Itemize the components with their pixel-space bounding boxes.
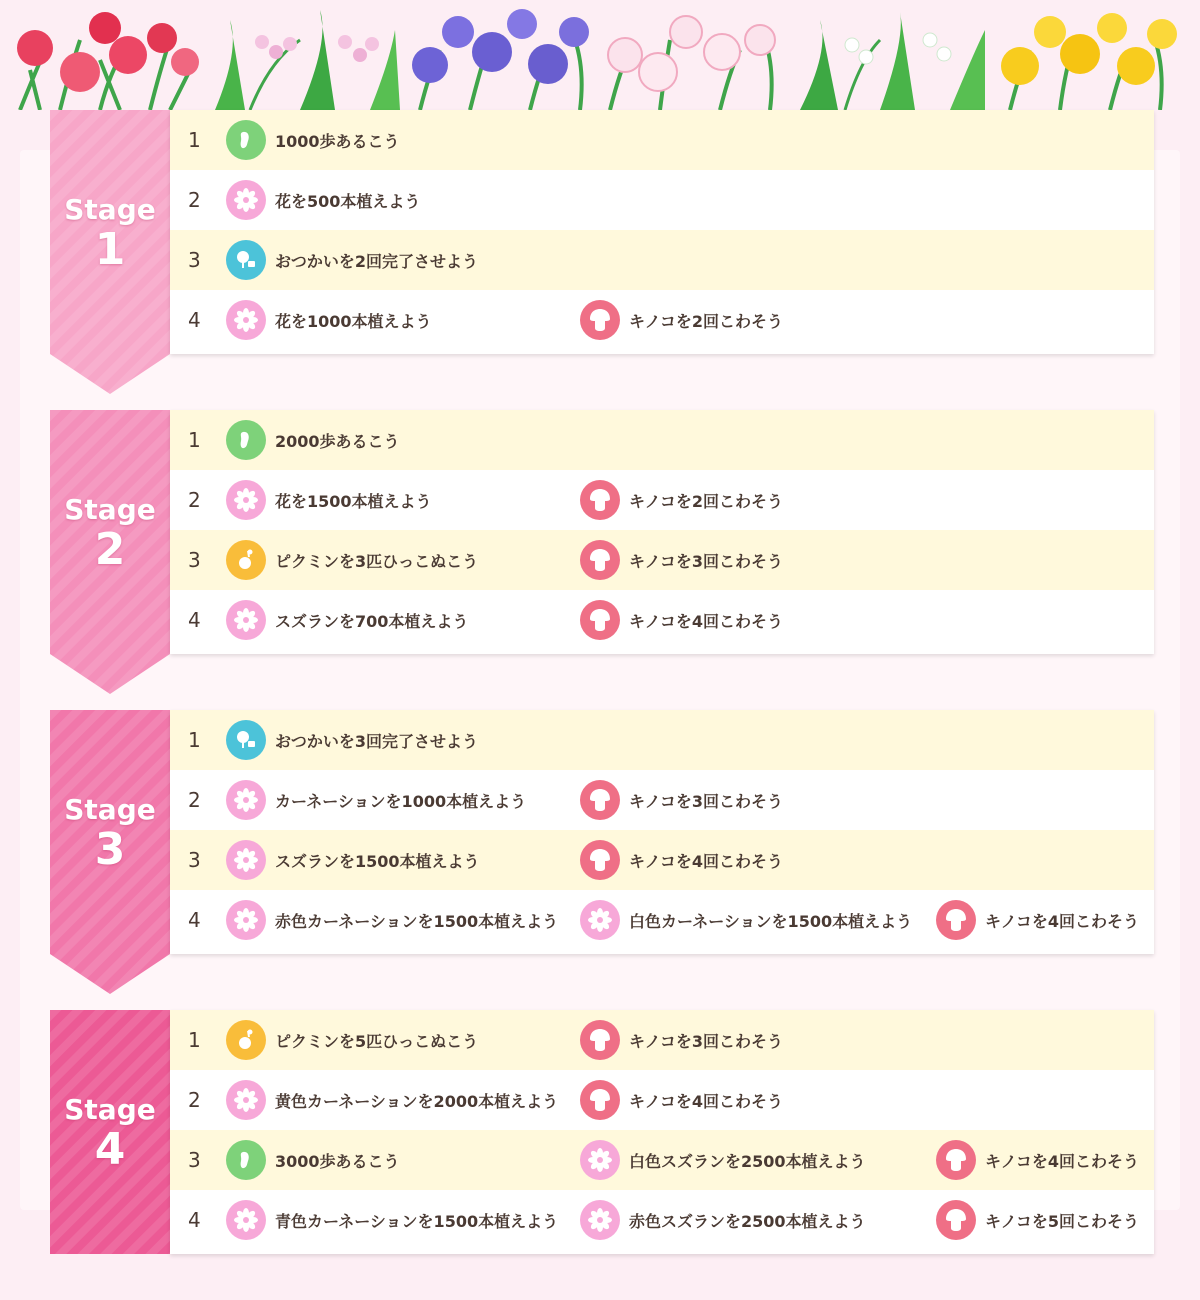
mission-text: 花を1000本植えよう [275,311,432,331]
mission-text: キノコを3回こわそう [629,1031,784,1051]
mission-text: キノコを4回こわそう [629,611,784,631]
stage-label: Stage [64,493,156,526]
stage-banner-text [50,194,170,274]
mission-text: 赤色スズランを2500本植えよう [629,1211,866,1231]
mushroom-icon [936,900,976,940]
mission-item [226,420,400,460]
flower-icon [580,1140,620,1180]
mission-item [226,240,478,280]
mission-item [226,120,400,160]
mission-item [936,900,1139,940]
mission-text: 白色カーネーションを1500本植えよう [629,911,913,931]
yellow-carnation-cluster [1001,13,1177,110]
steps-icon [226,1140,266,1180]
flower-icon [226,480,266,520]
steps-icon [226,120,266,160]
flower-icon [226,900,266,940]
mushroom-icon [580,1020,620,1060]
pikmin-icon [226,1020,266,1060]
stage-section [50,410,1154,654]
mission-item [580,540,783,580]
mission-text: スズランを700本植えよう [275,611,469,631]
row-number: 2 [188,188,201,212]
mission-row [170,530,1154,590]
red-carnation-cluster [17,12,199,110]
mission-text: カーネーションを1000本植えよう [275,791,527,811]
row-number: 2 [188,788,201,812]
errand-icon [226,720,266,760]
row-number: 4 [188,1208,201,1232]
mission-item [580,900,912,940]
row-number: 4 [188,908,201,932]
mushroom-icon [936,1200,976,1240]
mission-text: キノコを3回こわそう [629,551,784,571]
mission-item [580,840,783,880]
stage-number: 3 [94,824,126,875]
mission-text: ピクミンを5匹ひっこぬこう [275,1031,479,1051]
stage-banner [50,710,170,954]
stage-number: 1 [94,224,126,275]
mushroom-icon [580,480,620,520]
row-number: 3 [188,848,201,872]
white-carnation-cluster [608,16,775,110]
row-number: 1 [188,128,201,152]
mission-row [170,1190,1154,1250]
mission-text: 黄色カーネーションを2000本植えよう [275,1091,559,1111]
stage-section [50,710,1154,954]
mission-row [170,770,1154,830]
white-lily-cluster [800,12,985,110]
mission-item [580,480,783,520]
stage-banner [50,1010,170,1254]
mission-row [170,290,1154,350]
stage-banner [50,410,170,654]
stage-section [50,110,1154,354]
mission-row [170,1130,1154,1190]
flower-icon [226,180,266,220]
flower-icon [226,1200,266,1240]
mission-item [580,1200,866,1240]
mission-item [580,1140,866,1180]
mission-item [226,840,480,880]
row-number: 2 [188,1088,201,1112]
mission-item [580,780,783,820]
mission-row [170,1010,1154,1070]
mushroom-icon [580,300,620,340]
stage-label: Stage [64,793,156,826]
mission-table [170,1010,1154,1254]
pink-lily-cluster [215,10,400,110]
mission-row [170,830,1154,890]
mission-table [170,110,1154,354]
mission-row [170,170,1154,230]
mission-item [580,300,783,340]
row-number: 1 [188,728,201,752]
mission-row [170,1070,1154,1130]
flower-icon [580,900,620,940]
flower-icon [580,1200,620,1240]
mushroom-icon [580,780,620,820]
mushroom-icon [580,840,620,880]
stage-label: Stage [64,193,156,226]
stage-banner-text [50,1094,170,1174]
row-number: 2 [188,488,201,512]
mushroom-icon [580,600,620,640]
stage-banner [50,110,170,354]
row-number: 4 [188,608,201,632]
mission-item [226,1140,400,1180]
pikmin-icon [226,540,266,580]
mission-item [226,900,558,940]
mission-text: おつかいを3回完了させよう [275,731,478,751]
blue-carnation-cluster [412,9,589,110]
mission-text: キノコを4回こわそう [629,851,784,871]
mission-item [580,1020,783,1060]
flower-icon [226,600,266,640]
mission-text: ピクミンを3匹ひっこぬこう [275,551,479,571]
stage-number: 4 [94,1124,126,1175]
mission-item [226,300,432,340]
row-number: 1 [188,1028,201,1052]
mission-item [580,1080,783,1120]
mission-table [170,710,1154,954]
mission-text: 花を1500本植えよう [275,491,432,511]
mission-item [936,1200,1139,1240]
flower-icon [226,1080,266,1120]
mission-item [226,180,420,220]
mission-text: スズランを1500本植えよう [275,851,480,871]
mission-row [170,230,1154,290]
mission-text: 3000歩あるこう [275,1151,400,1171]
errand-icon [226,240,266,280]
flower-icon [226,840,266,880]
mushroom-icon [580,1080,620,1120]
mission-item [226,1080,558,1120]
mission-text: キノコを3回こわそう [629,791,784,811]
mushroom-icon [580,540,620,580]
mission-item [936,1140,1139,1180]
mission-item [580,600,783,640]
mission-text: キノコを4回こわそう [629,1091,784,1111]
stage-label: Stage [64,1093,156,1126]
mission-text: 赤色カーネーションを1500本植えよう [275,911,559,931]
mission-text: おつかいを2回完了させよう [275,251,478,271]
mission-row [170,710,1154,770]
mission-text: キノコを4回こわそう [985,911,1140,931]
mission-item [226,1020,478,1060]
mission-item [226,1200,558,1240]
row-number: 3 [188,548,201,572]
mission-item [226,480,432,520]
flower-header-illustration [0,0,1200,110]
mission-row [170,110,1154,170]
stage-section [50,1010,1154,1254]
mission-text: 青色カーネーションを1500本植えよう [275,1211,559,1231]
flower-icon [226,300,266,340]
row-number: 4 [188,308,201,332]
mission-text: 白色スズランを2500本植えよう [629,1151,866,1171]
mission-item [226,600,468,640]
mission-text: キノコを2回こわそう [629,491,784,511]
mission-text: 1000歩あるこう [275,131,400,151]
stage-banner-text [50,494,170,574]
row-number: 3 [188,1148,201,1172]
row-number: 1 [188,428,201,452]
mission-row [170,470,1154,530]
mission-item [226,780,526,820]
flower-icon [226,780,266,820]
stage-banner-text [50,794,170,874]
mission-text: キノコを2回こわそう [629,311,784,331]
mission-text: キノコを4回こわそう [985,1151,1140,1171]
mission-item [226,720,478,760]
mission-item [226,540,478,580]
mission-text: キノコを5回こわそう [985,1211,1140,1231]
mission-row [170,410,1154,470]
mushroom-icon [936,1140,976,1180]
stage-number: 2 [94,524,126,575]
steps-icon [226,420,266,460]
row-number: 3 [188,248,201,272]
mission-row [170,590,1154,650]
mission-table [170,410,1154,654]
mission-text: 2000歩あるこう [275,431,400,451]
mission-row [170,890,1154,950]
mission-text: 花を500本植えよう [275,191,421,211]
